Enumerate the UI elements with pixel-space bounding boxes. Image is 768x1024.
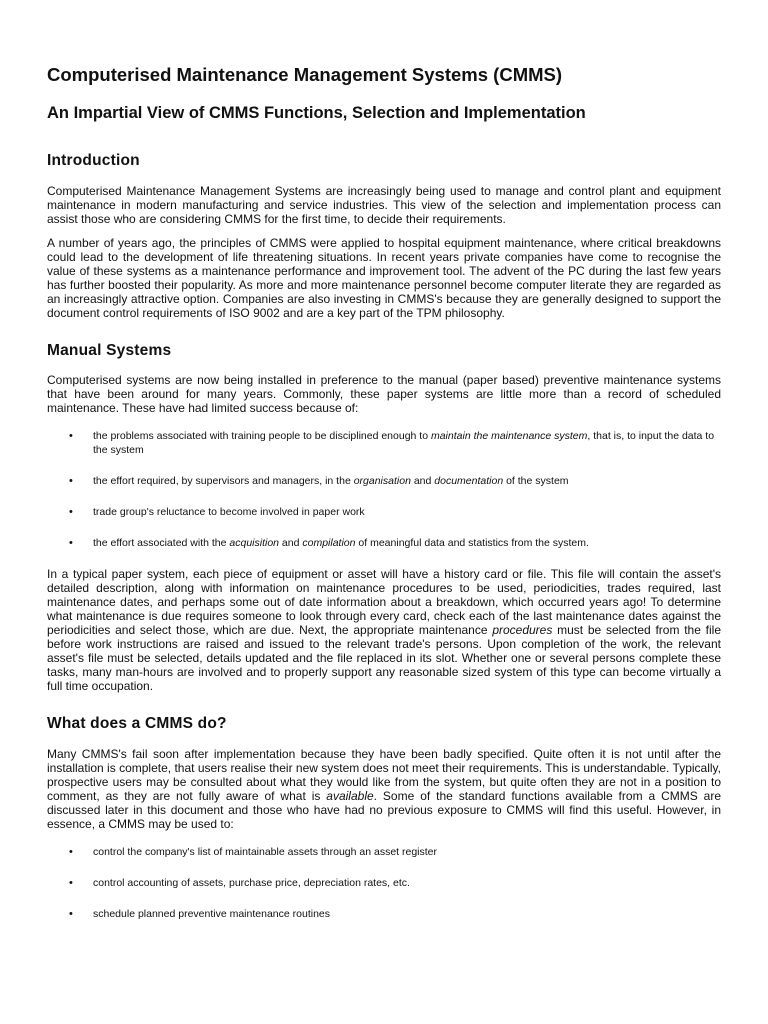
heading-introduction: Introduction (47, 151, 140, 169)
cmms-paragraph-1: Many CMMS's fail soon after implementation because they have been badly specified. Quite often it is not until after the installation is complete, that users realise their new system does not meet their requirements. This is understandable. Typically, prospective users may be consulted about what they would like from the system, but quite often they are not in a position to comment, as they are not fully aware of what is available. Some of the standard functions available from a CMMS are discussed later in this document and those who have had no previous exposure to CMMS will find this useful. However, in essence, a CMMS may be used to: (47, 746, 721, 831)
document-subtitle: An Impartial View of CMMS Functions, Selection and Implementation (47, 104, 586, 123)
list-item: • trade group's reluctance to become involved in paper work (69, 506, 365, 519)
list-item: • control accounting of assets, purchase price, depreciation rates, etc. (69, 876, 410, 889)
list-item: • the problems associated with training people to be disciplined enough to maintain the maintenance system, that is, to input the data to the system (69, 430, 715, 457)
heading-manual-systems: Manual Systems (47, 341, 172, 359)
bullet-icon: • (69, 876, 73, 889)
document-title: Computerised Maintenance Management Systems (CMMS) (47, 64, 563, 85)
bullet-icon: • (69, 506, 73, 519)
bullet-icon: • (69, 907, 73, 920)
bullet-icon: • (69, 430, 73, 443)
intro-paragraph-1: Computerised Maintenance Management Systems are increasingly being used to manage and control plant and equipment maintenance in modern manufacturing and service industries. This view of the selection and implementation process can assist those who are considering CMMS for the first time, to decide their requirements. (47, 183, 721, 226)
manual-bullet-list (47, 429, 721, 550)
intro-paragraph-2: A number of years ago, the principles of CMMS were applied to hospital equipment maintenance, where critical breakdowns could lead to the development of life threatening situations. In recent years private companies have come to recognise the value of these systems as a maintenance performance and improvement tool. The advent of the PC during the last few years has further boosted their popularity. As more and more maintenance personnel become computer literate they are regarded as an increasingly attractive option. Companies are also investing in CMMS's because they are generally designed to support the document control requirements of ISO 9002 and are a key part of the TPM philosophy. (47, 235, 721, 320)
bullet-icon: • (69, 845, 73, 858)
bullet-icon: • (69, 475, 73, 488)
list-item: • control the company's list of maintainable assets through an asset register (69, 845, 438, 858)
cmms-bullet-list (47, 845, 721, 921)
list-item: • the effort required, by supervisors and managers, in the organisation and documentation of the system (69, 475, 569, 488)
manual-paragraph-1: Computerised systems are now being installed in preference to the manual (paper based) preventive maintenance systems that have been around for many years. Commonly, these paper systems are little more than a record of scheduled maintenance. These have had limited success because of: (47, 373, 721, 416)
list-item: • schedule planned preventive maintenance routines (69, 907, 330, 920)
heading-what-does-cmms-do: What does a CMMS do? (47, 715, 227, 733)
list-item: • the effort associated with the acquisition and compilation of meaningful data and statistics from the system. (69, 537, 589, 550)
bullet-icon: • (69, 537, 73, 550)
manual-paragraph-2: In a typical paper system, each piece of equipment or asset will have a history card or file. This file will contain the asset's detailed description, along with information on maintenance procedures to be used, periodicities, trades required, last maintenance dates, and perhaps some out of date information about a breakdown, which occurred years ago! To determine what maintenance is due requires someone to look through every card, check each of the last maintenance dates against the periodicities and select those, which are due. Next, the appropriate maintenance procedures must be selected from the file before work instructions are raised and issued to the relevant trade's persons. Upon completion of the work, the relevant asset's file must be selected, details updated and the file replaced in its slot. Whether one or several persons complete these tasks, many man-hours are involved and to properly support any reasonable sized system of this type can become virtually a full time occupation. (47, 567, 722, 694)
